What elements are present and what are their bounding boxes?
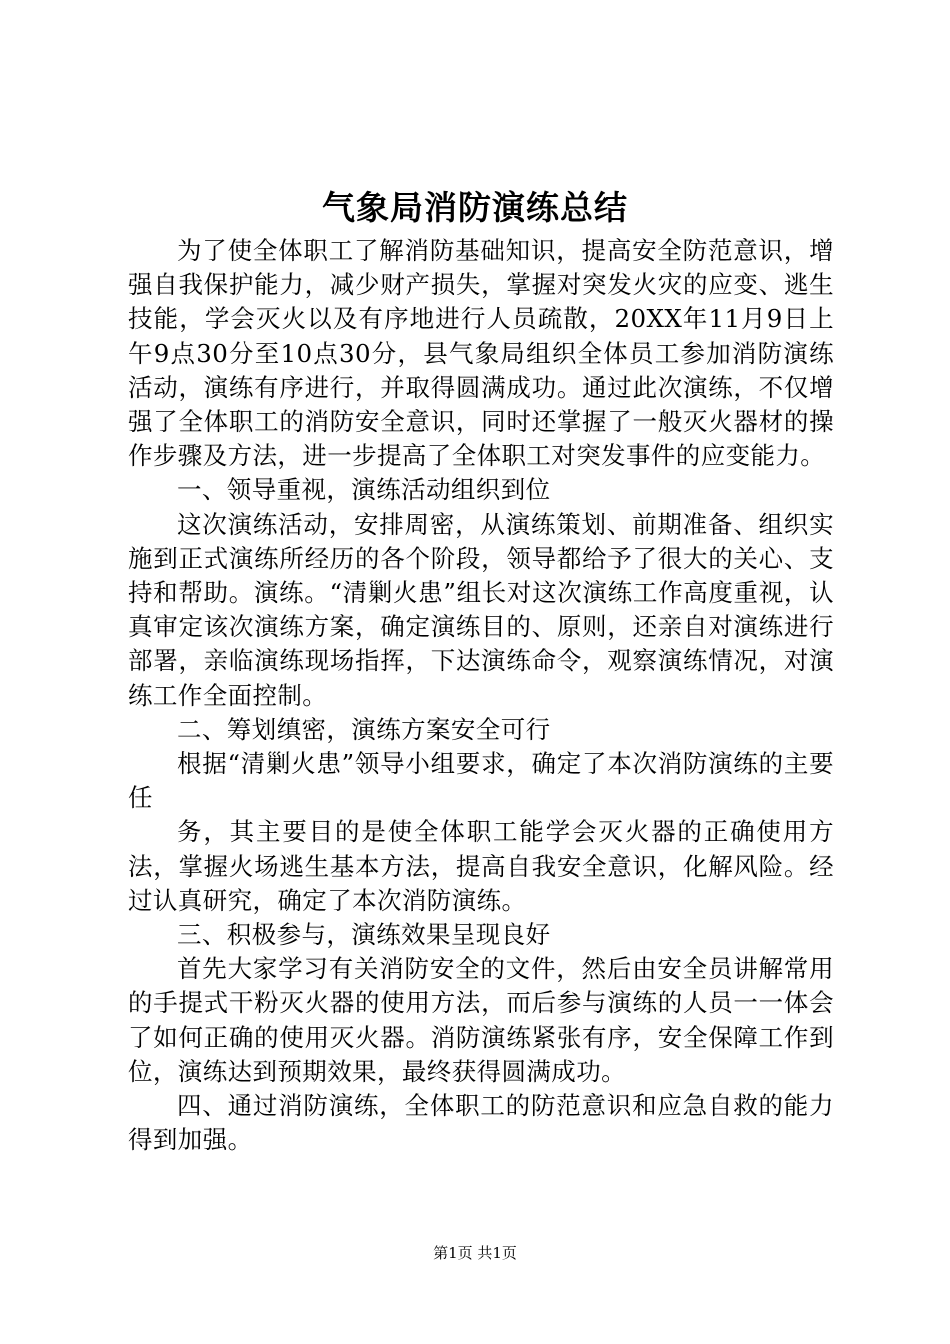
section-paragraph-2b: 务，其主要目的是使全体职工能学会灭火器的正确使用方法，掌握火场逃生基本方法，提高自我安全意识，化解风险。经过认真研究，确定了本次消防演练。: [128, 817, 834, 915]
section-heading-3: 三、积极参与，演练效果呈现良好: [177, 920, 551, 950]
page-footer: 第1页 共1页: [433, 1244, 517, 1262]
document-title: 气象局消防演练总结: [322, 188, 628, 227]
section-heading-4: 四、通过消防演练，全体职工的防范意识和应急自救的能力得到加强。: [128, 1091, 834, 1155]
section-paragraph-1: 这次演练活动，安排周密，从演练策划、前期准备、组织实施到正式演练所经历的各个阶段，领导都给予了很大的关心、支持和帮助。演练。“清剿火患”组长对这次演练工作高度重视，认真审定该次演练方案，确定演练目的、原则，还亲自对演练进行部署，亲临演练现场指挥，下达演练命令，观察演练情况，对演练工作全面控制。: [128, 509, 834, 710]
document-body: [128, 234, 834, 1157]
intro-paragraph: 为了使全体职工了解消防基础知识，提高安全防范意识，增强自我保护能力，减少财产损失，掌握对突发火灾的应变、逃生技能，学会灭火以及有序地进行人员疏散，20XX年11月9日上午9点30分至10点30分，县气象局组织全体员工参加消防演练活动，演练有序进行，并取得圆满成功。通过此次演练，不仅增强了全体职工的消防安全意识，同时还掌握了一般灭火器材的操作步骤及方法，进一步提高了全体职工对突发事件的应变能力。: [128, 236, 834, 471]
section-heading-1: 一、领导重视，演练活动组织到位: [177, 475, 551, 505]
section-paragraph-3: 首先大家学习有关消防安全的文件，然后由安全员讲解常用的手提式干粉灭火器的使用方法，而后参与演练的人员一一体会了如何正确的使用灭火器。消防演练紧张有序，安全保障工作到位，演练达到预期效果，最终获得圆满成功。: [128, 954, 834, 1086]
section-paragraph-2a: 根据“清剿火患”领导小组要求，确定了本次消防演练的主要任: [128, 749, 834, 813]
section-heading-2: 二、筹划缜密，演练方案安全可行: [177, 714, 551, 744]
